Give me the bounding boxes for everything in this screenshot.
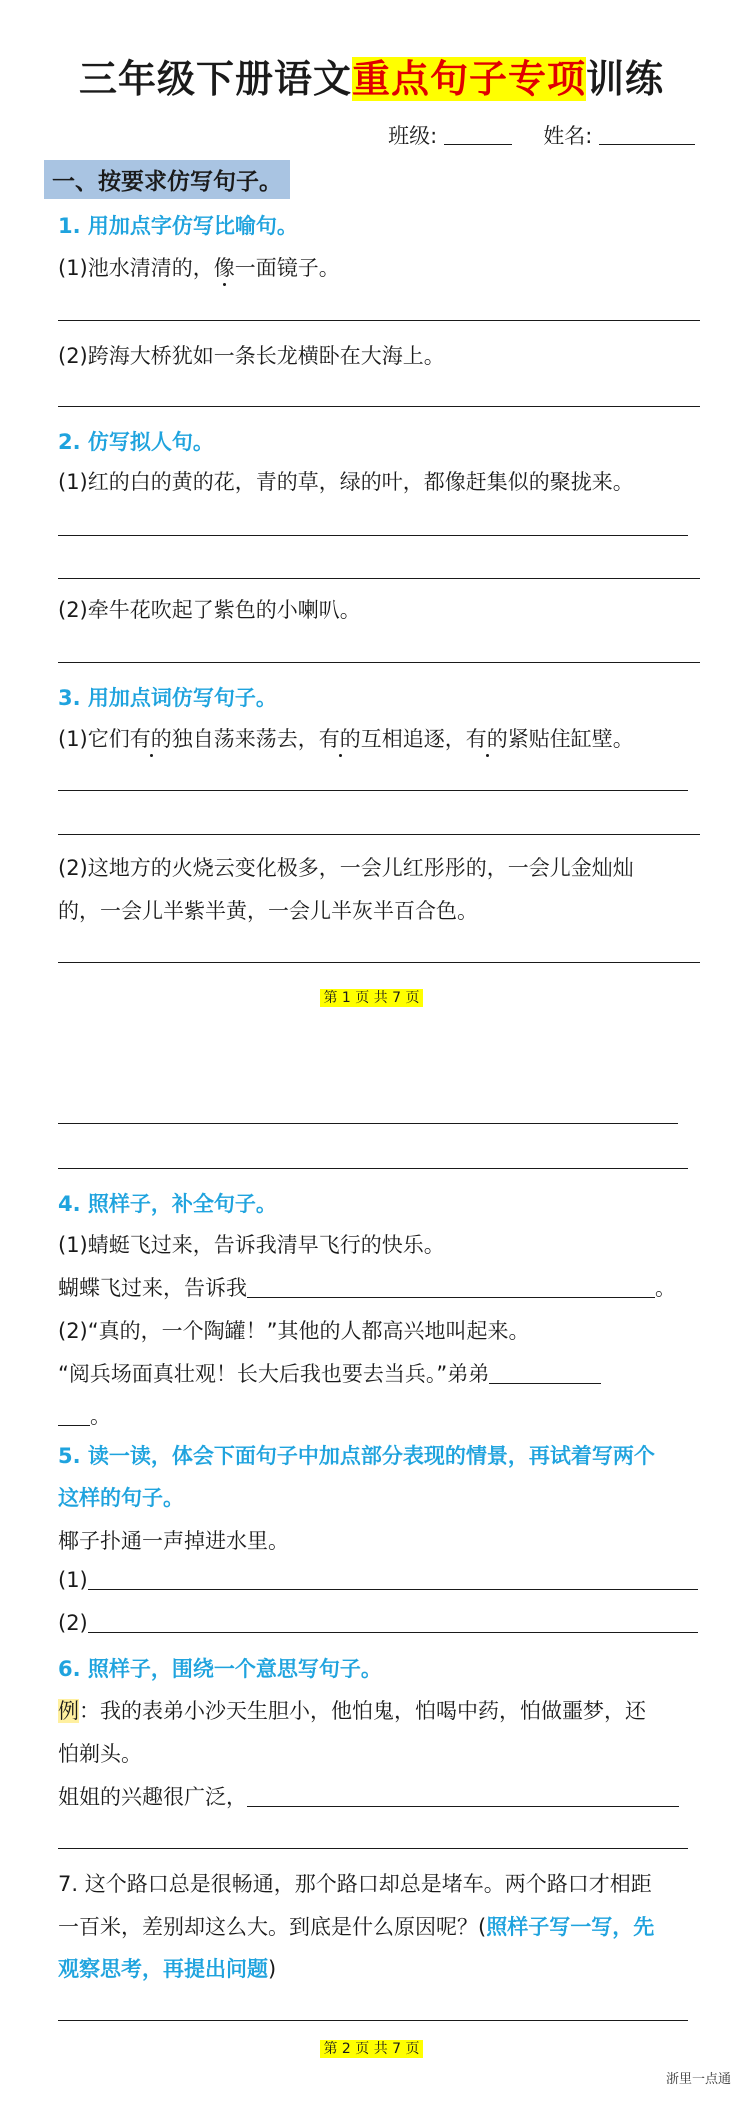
question-3-sentence-2-line-1: (2)这地方的火烧云变化极多，一会儿红彤彤的，一会儿金灿灿 (58, 856, 634, 880)
question-7-line-2: 一百米，差别却这么大。到底是什么原因呢？(照样子写一写，先 (58, 1915, 655, 1939)
question-6-fill: 姐姐的兴趣很广泛， (58, 1781, 679, 1811)
question-5-heading-line-2: 这样的句子。 (58, 1486, 184, 1510)
class-label: 班级: (388, 124, 438, 148)
question-4-fill-1: 蝴蝶飞过来，告诉我 。 (58, 1276, 676, 1300)
question-6-example-line-1: 例：我的表弟小沙天生胆小，他怕鬼，怕喝中药，怕做噩梦，还 (58, 1699, 646, 1723)
answer-line[interactable] (58, 834, 700, 835)
name-field[interactable] (599, 124, 695, 145)
fill-blank[interactable] (58, 1405, 90, 1426)
answer-line[interactable] (58, 535, 688, 536)
page-title: 三年级下册语文重点句子专项训练 (78, 57, 665, 101)
name-label: 姓名: (543, 124, 593, 148)
answer-line[interactable] (58, 2020, 688, 2021)
title-highlight: 重点句子专项 (351, 57, 586, 101)
answer-line[interactable] (58, 320, 700, 321)
question-2-heading: 2. 仿写拟人句。 (58, 430, 214, 454)
answer-line[interactable] (58, 578, 700, 579)
answer-line[interactable] (58, 406, 700, 407)
question-3-heading: 3. 用加点词仿写句子。 (58, 686, 277, 710)
question-5-heading-line-1: 5. 读一读，体会下面句子中加点部分表现的情景，再试着写两个 (58, 1444, 655, 1468)
question-4-heading: 4. 照样子，补全句子。 (58, 1192, 277, 1216)
example-label: 例 (58, 1699, 79, 1723)
question-4-sentence-2: (2)“真的，一个陶罐！”其他的人都高兴地叫起来。 (58, 1319, 530, 1343)
answer-line[interactable] (58, 1848, 688, 1849)
question-7-line-1: 7. 这个路口总是很畅通，那个路口却总是堵车。两个路口才相距 (58, 1872, 652, 1896)
fill-blank[interactable] (247, 1786, 679, 1807)
watermark: 浙里一点通 (665, 2072, 731, 2087)
question-3-sentence-2-line-2: 的，一会儿半紫半黄，一会儿半灰半百合色。 (58, 899, 478, 923)
fill-blank[interactable] (88, 1612, 698, 1633)
question-1-heading: 1. 用加点字仿写比喻句。 (58, 214, 298, 238)
section-heading: 一、按要求仿写句子。 (44, 160, 290, 199)
answer-line[interactable] (58, 662, 700, 663)
question-2-sentence-2: (2)牵牛花吹起了紫色的小喇叭。 (58, 598, 361, 622)
page-number-1: 第 1 页 共 7 页 (0, 987, 743, 1007)
question-3-sentence-1: (1)它们有的独自荡来荡去，有的互相追逐，有的紧贴住缸壁。 (58, 727, 634, 751)
question-2-sentence-1: (1)红的白的黄的花，青的草，绿的叶，都像赶集似的聚拢来。 (58, 470, 634, 494)
question-1-sentence-1: (1)池水清清的，像一面镜子。 (58, 256, 340, 280)
fill-blank[interactable] (247, 1277, 655, 1298)
question-5-answer-2: (2) (58, 1611, 698, 1635)
question-7-line-3: 观察思考，再提出问题) (58, 1957, 277, 1981)
question-6-example-line-2: 怕剃头。 (58, 1742, 142, 1766)
question-5-example: 椰子扑通一声掉进水里。 (58, 1529, 289, 1553)
fill-blank[interactable] (489, 1363, 601, 1384)
answer-line[interactable] (58, 1168, 688, 1169)
question-4-fill-2-cont: 。 (58, 1400, 111, 1430)
question-4-fill-2: “阅兵场面真壮观！长大后我也要去当兵。”弟弟 (58, 1358, 601, 1388)
question-1-sentence-2: (2)跨海大桥犹如一条长龙横卧在大海上。 (58, 344, 445, 368)
question-5-answer-1: (1) (58, 1568, 698, 1592)
answer-line[interactable] (58, 1123, 678, 1124)
fill-blank[interactable] (88, 1569, 698, 1590)
answer-line[interactable] (58, 790, 688, 791)
class-field[interactable] (444, 124, 512, 145)
student-info (388, 120, 695, 150)
page-number-2: 第 2 页 共 7 页 (0, 2038, 743, 2058)
question-6-heading: 6. 照样子，围绕一个意思写句子。 (58, 1657, 382, 1681)
question-4-sentence-1: (1)蜻蜓飞过来，告诉我清早飞行的快乐。 (58, 1233, 445, 1257)
answer-line[interactable] (58, 962, 700, 963)
